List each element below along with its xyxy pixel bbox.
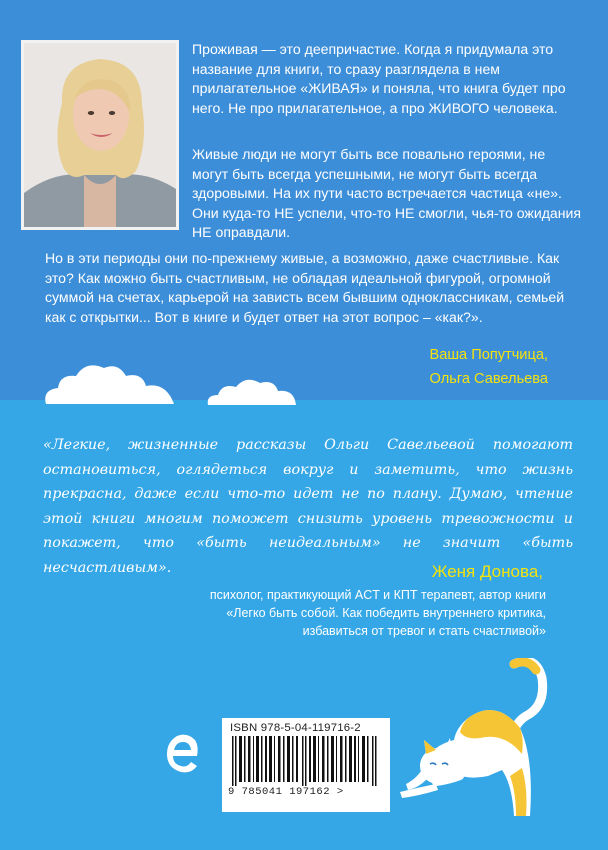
signature-line-2: Ольга Савельева	[429, 371, 548, 387]
barcode-block	[222, 718, 390, 812]
barcode-bars-icon	[228, 736, 384, 786]
review-credentials-line-1: психолог, практикующий ACT и КПТ терапевт, автор книги	[209, 588, 546, 602]
cloud-icon	[204, 375, 300, 405]
isbn-text: ISBN 978-5-04-119716-2	[230, 722, 361, 734]
intro-paragraph-1: Проживая — это деепричастие. Когда я придумала это название для книги, то сразу разглядела в нем прилагательное «ЖИВАЯ» и поняла, что книга будет про него. Не про прилагательное, а про ЖИВОГО человека.	[192, 41, 566, 116]
intro-paragraph-2: Живые люди не могут быть все повально героями, не могут быть всегда успешными, не могут быть всегда здоровыми. На их пути часто встречается частица «не». Они куда-то НЕ успели, что-то НЕ смогли, чья-то ожидания НЕ оправдали.	[192, 146, 582, 240]
barcode-digits: 9 785041 197162 >	[228, 786, 344, 798]
intro-paragraph-3: Но в эти периоды они по-прежнему живые, а возможно, даже счастливые. Как это? Как можно быть счастливым, не обладая идеальной фигурой, огромной суммой на счетах, карьерой на зависть всем бывшим одноклассникам, семьей как с открытки... Вот в книге и будет ответ на этот вопрос – «как?».	[45, 250, 565, 325]
publisher-logo-icon	[165, 730, 201, 774]
review-credentials-line-2: «Легко быть собой. Как победить внутреннего критика,	[226, 606, 546, 620]
signature-line-1: Ваша Попутчица,	[429, 347, 548, 363]
portrait-image	[24, 43, 176, 227]
review-quote: «Легкие, жизненные рассказы Ольги Савельевой помогают остановиться, оглядеться вокруг и заметить, что жизнь прекрасна, даже если что-то идет не по плану. Думаю, чтение этой книги многим поможет снизить уровень тревожности и покажет, что «быть неидеальным» не значит «быть несчастливым».	[43, 437, 573, 576]
review-credentials-line-3: избавиться от тревог и стать счастливой»	[302, 624, 546, 638]
author-photo	[21, 40, 179, 230]
cloud-icon	[40, 360, 180, 404]
stretching-cat-icon	[396, 658, 548, 820]
review-author: Женя Донова,	[431, 562, 543, 581]
